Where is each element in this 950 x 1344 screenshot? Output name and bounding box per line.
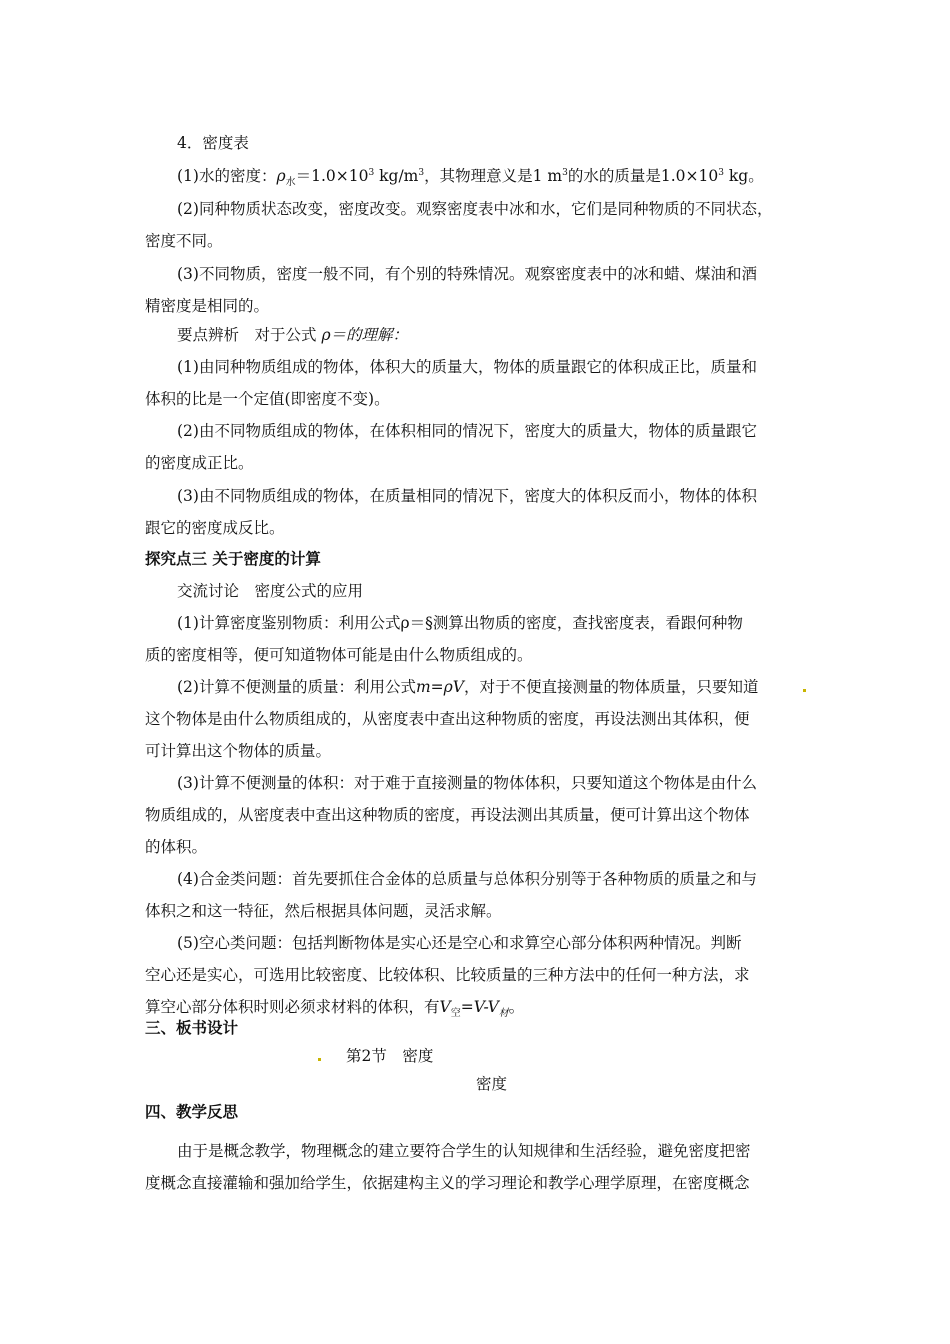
app5-line3: 算空心部分体积时则必须求材料的体积，有$V_空=V-V_材$。 [145, 998, 525, 1020]
section-heading-density-calculation: 探究点三 关于密度的计算 [145, 550, 321, 568]
section-heading-teaching-reflection: 四、教学反思 [145, 1103, 239, 1121]
discussion-title: 交流讨论 密度公式的应用 [177, 582, 364, 600]
paragraph-state-change-line2: 密度不同。 [145, 232, 223, 250]
key-item2-line2: 的密度成正比。 [145, 454, 254, 472]
app2-line2: 这个物体是由什么物质组成的，从密度表中查出这种物质的密度，再设法测出其体积，便 [145, 710, 750, 728]
paragraph-state-change-line1: (2)同种物质状态改变，密度改变。观察密度表中冰和水，它们是同种物质的不同状态， [177, 200, 773, 218]
board-center-title: 密度 [476, 1075, 508, 1093]
app1-line2: 质的密度相等，便可知道物体可能是由什么物质组成的。 [145, 646, 533, 664]
app4-line2: 体积之和这一特征，然后根据具体问题，灵活求解。 [145, 902, 502, 920]
app5-line2: 空心还是实心，可选用比较密度、比较体积、比较质量的三种方法中的任何一种方法，求 [145, 966, 750, 984]
app3-line2: 物质组成的，从密度表中查出这种物质的密度，再设法测出其质量，便可计算出这个物体 [145, 806, 750, 824]
paragraph-different-substance-line1: (3)不同物质，密度一般不同，有个别的特殊情况。观察密度表中的冰和蜡、煤油和酒 [177, 265, 757, 283]
app5-line1: (5)空心类问题：包括判断物体是实心还是空心和求算空心部分体积两种情况。判断 [177, 934, 742, 952]
app2-line1: (2)计算不便测量的质量：利用公式m=ρV，对于不便直接测量的物体质量，只要知道 [177, 678, 759, 696]
reflection-line2: 度概念直接灌输和强加给学生，依据建构主义的学习理论和教学心理学原理，在密度概念 [145, 1174, 750, 1192]
section-heading-density-table: 4．密度表 [177, 134, 249, 152]
key-item1-line1: (1)由同种物质组成的物体，体积大的质量大，物体的质量跟它的体积成正比，质量和 [177, 358, 757, 376]
section-heading-board-design: 三、板书设计 [145, 1019, 239, 1037]
paragraph-different-substance-line2: 精密度是相同的。 [145, 297, 270, 315]
scan-dot [803, 689, 806, 692]
app1-line1: (1)计算密度鉴别物质：利用公式ρ＝§测算出物质的密度，查找密度表，看跟何种物 [177, 614, 743, 632]
board-section-title: 第2节 密度 [346, 1047, 434, 1065]
app3-line1: (3)计算不便测量的体积：对于难于直接测量的物体体积，只要知道这个物体是由什么 [177, 774, 757, 792]
key-item2-line1: (2)由不同物质组成的物体，在体积相同的情况下，密度大的质量大，物体的质量跟它 [177, 422, 757, 440]
app3-line3: 的体积。 [145, 838, 208, 856]
reflection-line1: 由于是概念教学，物理概念的建立要符合学生的认知规律和生活经验，避免密度把密 [177, 1142, 751, 1160]
key-item1-line2: 体积的比是一个定值(即密度不变)。 [145, 390, 390, 408]
scan-dot [318, 1058, 321, 1061]
key-item3-line1: (3)由不同物质组成的物体，在质量相同的情况下，密度大的体积反而小，物体的体积 [177, 487, 757, 505]
paragraph-water-density: (1)水的密度：$\rho_水=1.0\times 10^3$ $kg/m^3$，其物理意义是1 $m^3$的水的质量是$1.0\times 10^3$ kg。 [177, 167, 764, 189]
app2-line3: 可计算出这个物体的质量。 [145, 742, 332, 760]
key-item3-line2: 跟它的密度成反比。 [145, 519, 285, 537]
key-point-title: 要点辨析 对于公式 ρ＝的理解： [177, 326, 409, 344]
app4-line1: (4)合金类问题：首先要抓住合金体的总质量与总体积分别等于各种物质的质量之和与 [177, 870, 757, 888]
